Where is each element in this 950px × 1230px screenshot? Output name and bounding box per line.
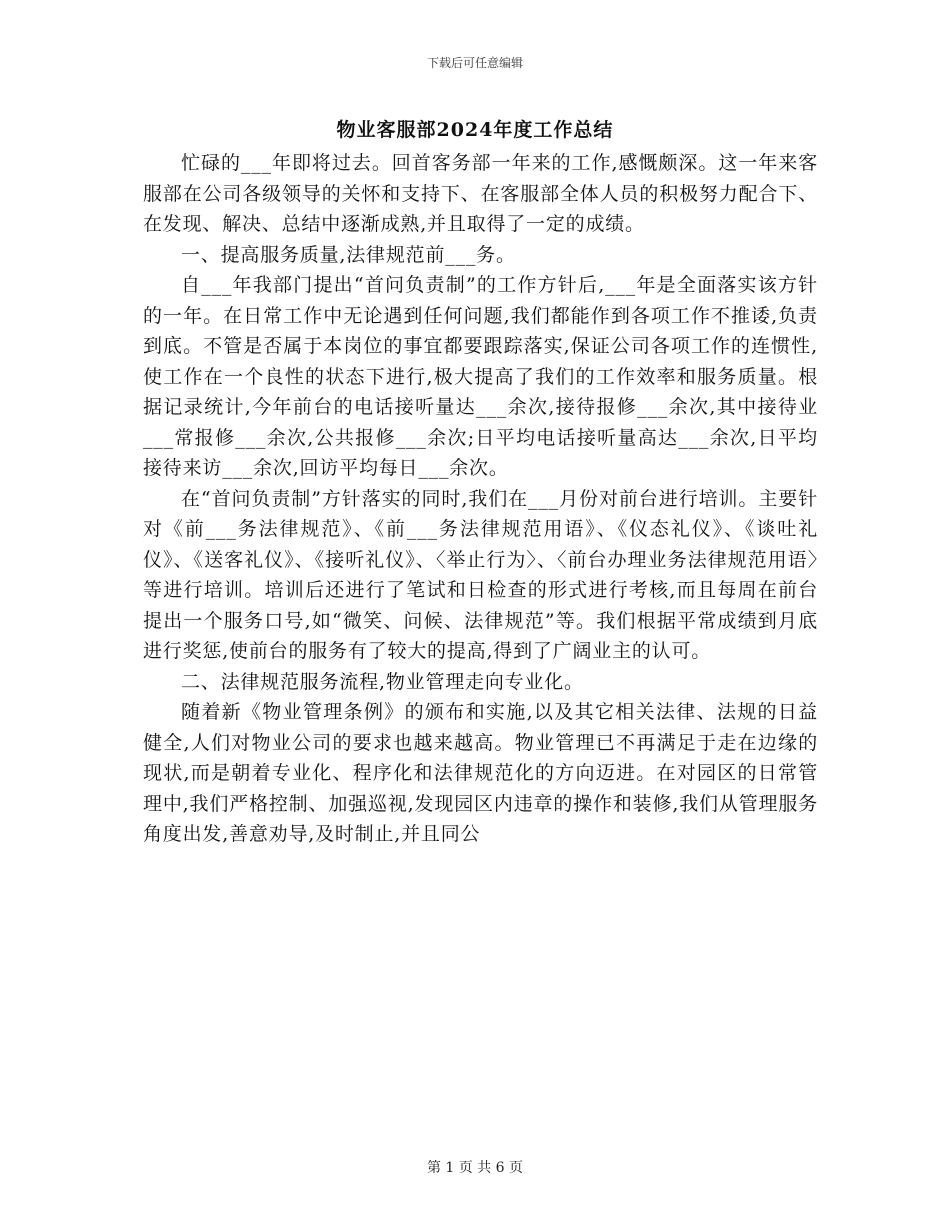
page-footer-pagination: 第 1 页 共 6 页 [426,1160,524,1176]
paragraph-training: 在“首问负责制”方针落实的同时,我们在___月份对前台进行培训。主要针对《前___务法律规范》、《前___务法律规范用语》、《仪态礼仪》、《谈吐礼仪》、《送客礼仪》、《接听礼仪》、〈举止行为〉、〈前台办理业务法律规范用语〉等进行培训。培训后还进行了笔试和日检查的形式进行考核,而且每周在前台提出一个服务口号,如“微笑、问候、法律规范”等。我们根据平常成绩到月底进行奖惩,使前台的服务有了较大的提高,得到了广阔业主的认可。 [143,487,818,662]
paragraph-first-responsibility: 自___年我部门提出“首问负责制”的工作方针后,___年是全面落实该方针的一年。在日常工作中无论遇到任何问题,我们都能作到各项工作不推诿,负责到底。不管是否属于本岗位的事宜都要跟踪落实,保证公司各项工作的连惯性,使工作在一个良性的状态下进行,极大提高了我们的工作效率和服务质量。根据记录统计,今年前台的电话接听量达___余次,接待报修___余次,其中接待业___常报修___余次,公共报修___余次;日平均电话接听量高达___余次,日平均接待来访___余次,回访平均每日___余次。 [143,274,818,479]
paragraph-intro: 忙碌的___年即将过去。回首客务部一年来的工作,感慨颇深。这一年来客服部在公司各级领导的关怀和支持下、在客服部全体人员的积极努力配合下、在发现、解决、总结中逐渐成熟,并且取得了一定的成绩。 [143,152,818,235]
section-heading-1: 一、提高服务质量,法律规范前___务。 [181,243,516,266]
paragraph-regulations: 随着新《物业管理条例》的颁布和实施,以及其它相关法律、法规的日益健全,人们对物业公司的要求也越来越高。物业管理已不再满足于走在边缘的现状,而是朝着专业化、程序化和法律规范化的方向迈进。在对园区的日常管理中,我们严格控制、加强巡视,发现园区内违章的操作和装修,我们从管理服务角度出发,善意劝导,及时制止,并且同公 [143,701,818,845]
section-heading-2: 二、法律规范服务流程,物业管理走向专业化。 [181,670,584,693]
document-body [143,148,818,850]
page-header-note: 下载后可任意编辑 [426,56,523,70]
document-title: 物业客服部2024年度工作总结 [336,119,614,141]
